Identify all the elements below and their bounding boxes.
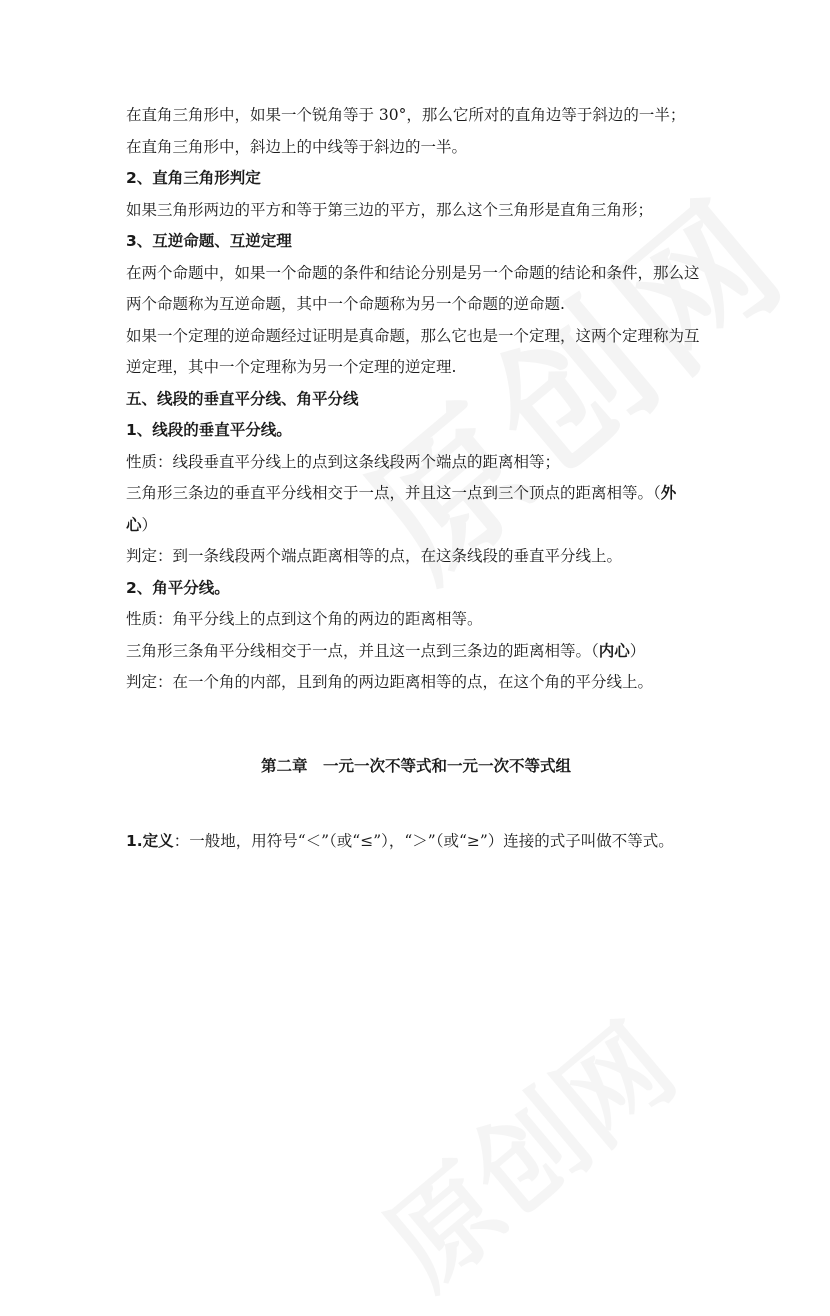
definition-label: 1.定义 xyxy=(126,832,174,850)
paragraph-text: 三角形三条边的垂直平分线相交于一点，并且这一点到三个顶点的距离相等。（ xyxy=(126,484,661,502)
subsection-heading: 2、角平分线。 xyxy=(126,578,230,597)
paragraph: 在直角三角形中，如果一个锐角等于 30°，那么它所对的直角边等于斜边的一半； xyxy=(126,106,686,124)
section-heading: 五、线段的垂直平分线、角平分线 xyxy=(126,389,359,408)
section-heading: 3、互逆命题、互逆定理 xyxy=(126,232,292,250)
subsection-heading: 1、线段的垂直平分线。 xyxy=(126,421,292,439)
paragraph: 判定：在一个角的内部，且到角的两边距离相等的点，在这个角的平分线上。 xyxy=(126,673,654,691)
paragraph xyxy=(126,478,706,541)
paragraph-text: 三角形三条角平分线相交于一点，并且这一点到三条边的距离相等。（ xyxy=(126,641,599,660)
bold-term: 外心 xyxy=(126,484,677,534)
paragraph xyxy=(126,826,706,858)
paragraph: 性质：角平分线上的点到这个角的两边的距离相等。 xyxy=(126,610,483,628)
bold-term: 内心 xyxy=(598,641,630,660)
section-heading: 2、直角三角形判定 xyxy=(126,169,261,187)
paragraph: 如果一个定理的逆命题经过证明是真命题，那么它也是一个定理，这两个定理称为互逆定理，其中一个定理称为另一个定理的逆定理. xyxy=(126,326,700,376)
document-body xyxy=(126,100,706,858)
paragraph: 在两个命题中，如果一个命题的条件和结论分别是另一个命题的结论和条件，那么这两个命题称为互逆命题，其中一个命题称为另一个命题的逆命题. xyxy=(126,263,700,313)
paragraph xyxy=(126,636,706,668)
paragraph-text: ） xyxy=(629,641,646,660)
paragraph-text: ） xyxy=(141,515,158,534)
watermark xyxy=(348,982,702,1315)
paragraph: 性质：线段垂直平分线上的点到这条线段两个端点的距离相等； xyxy=(126,452,561,471)
paragraph: 在直角三角形中，斜边上的中线等于斜边的一半。 xyxy=(126,137,468,156)
paragraph: 判定：到一条线段两个端点距离相等的点，在这条线段的垂直平分线上。 xyxy=(126,547,623,565)
paragraph-text: ：一般地，用符号“＜”（或“≤”），“＞”（或“≥”）连接的式子叫做不等式。 xyxy=(173,832,674,850)
chapter-title: 第二章 一元一次不等式和一元一次不等式组 xyxy=(260,756,571,775)
paragraph: 如果三角形两边的平方和等于第三边的平方，那么这个三角形是直角三角形； xyxy=(126,200,654,219)
